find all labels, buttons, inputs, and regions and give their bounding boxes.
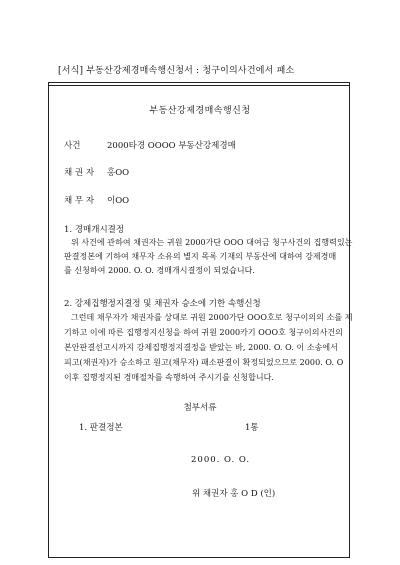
creditor-label: 채 권 자	[64, 168, 95, 178]
case-label: 사건	[64, 141, 81, 151]
section2-heading: 2. 강제집행정지결정 및 채권자 승소에 기한 속행신청	[64, 299, 261, 309]
document-title: 부동산강제경매속행신청	[149, 106, 251, 116]
attachments-title: 첨부서류	[183, 403, 217, 413]
section2-line: 기하고 이에 따른 집행정지신청을 하여 귀원 2000카기 OOO호 청구이의사건의	[64, 328, 343, 337]
frame-top-rule	[49, 85, 349, 86]
section1-line: 위 사건에 관하여 채권자는 귀원 2000가단 OOO 대여금 청구사건의 집행력있는	[71, 238, 353, 247]
document-date: 2000. O. O.	[191, 455, 251, 465]
debtor-label: 채 무 자	[64, 196, 95, 206]
creditor-value: 홍OO	[107, 168, 130, 178]
section1-line: 판결정본에 기하여 채무자 소유의 별지 목록 기재의 부동산에 대하여 강제경매	[64, 252, 337, 261]
signature-line: 위 채권자 홍 O D (인)	[192, 489, 276, 499]
debtor-value: 이OO	[107, 196, 130, 206]
section1-heading: 1. 경매개시결정	[64, 225, 125, 235]
document-frame	[48, 82, 353, 558]
form-caption: [서식] 부동산강제경매속행신청서 : 청구이의사건에서 패소	[58, 66, 295, 76]
section2-line: 그런데 채무자가 채권자를 상대로 귀원 2000가단 OOO호로 청구이의의 소를 제	[71, 313, 353, 322]
attachment-item-name: 1. 판결정본	[79, 423, 123, 433]
section2-line: 피고(채권자)가 승소하고 원고(채무자) 패소판결이 확정되었으므로 2000. O. O	[64, 358, 344, 367]
section1-line: 를 신청하여 2000. O. O. 경매개시결정이 되었습니다.	[64, 266, 255, 275]
section2-line: 본안판결선고시까지 강제집행정지결정을 받았는 바, 2000. O. O. 이 소송에서	[64, 343, 338, 352]
section2-line: 이후 집행정지된 경매절차를 속행하여 주시기를 신청합니다.	[64, 373, 275, 382]
case-value: 2000타경 OOOO 부동산강제경매	[107, 141, 236, 151]
attachment-item-qty: 1통	[245, 423, 259, 433]
